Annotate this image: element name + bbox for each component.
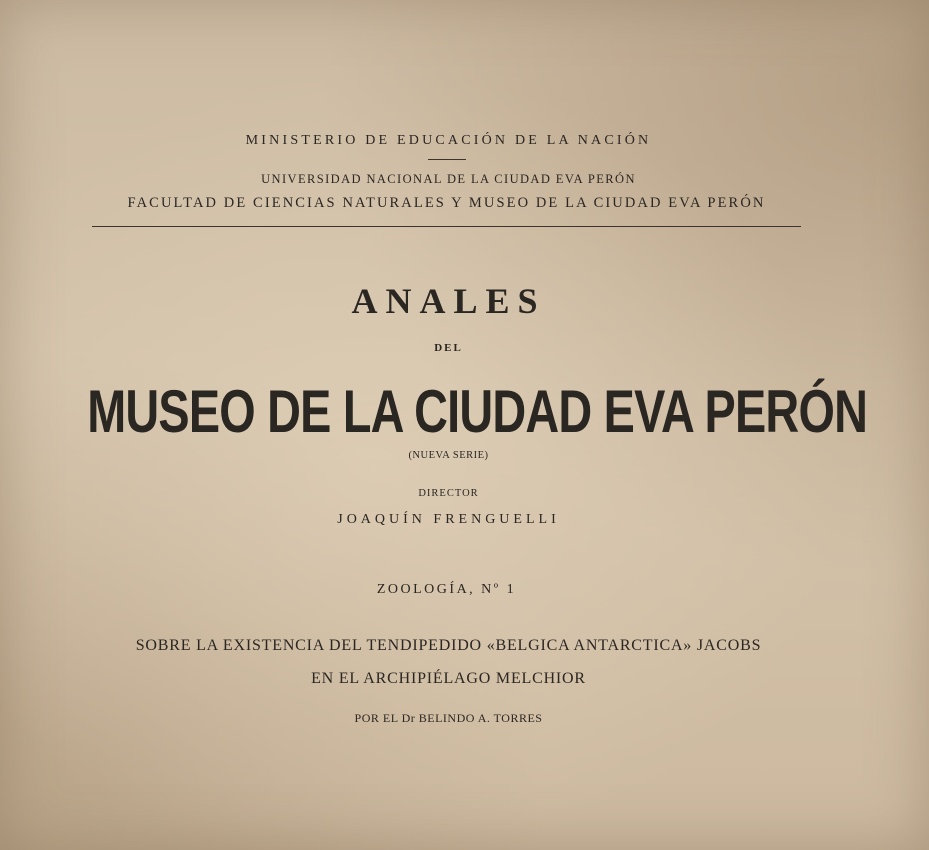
series-label: (NUEVA SERIE) bbox=[408, 450, 489, 461]
publication-title-connector: DEL bbox=[434, 342, 463, 354]
header-divider bbox=[92, 226, 801, 227]
short-divider bbox=[428, 159, 466, 160]
section-label: ZOOLOGÍA, Nº 1 bbox=[376, 582, 517, 597]
publication-title: ANALES bbox=[351, 281, 546, 321]
director-name: JOAQUÍN FRENGUELLI bbox=[337, 512, 560, 527]
article-author: POR EL Dr BELINDO A. TORRES bbox=[354, 711, 543, 725]
publication-main-title: MUSEO DE LA CIUDAD EVA PERÓN bbox=[87, 378, 868, 445]
article-title-line-1: SOBRE LA EXISTENCIA DEL TENDIPEDIDO «BELGICA ANTARCTICA» JACOBS bbox=[135, 637, 762, 654]
article-title-line-2: EN EL ARCHIPIÉLAGO MELCHIOR bbox=[311, 670, 586, 687]
ministry-heading: MINISTERIO DE EDUCACIÓN DE LA NACIÓN bbox=[245, 133, 652, 148]
director-label: DIRECTOR bbox=[418, 488, 479, 499]
university-heading: UNIVERSIDAD NACIONAL DE LA CIUDAD EVA PERÓN bbox=[261, 172, 636, 186]
faculty-heading: FACULTAD DE CIENCIAS NATURALES Y MUSEO DE LA CIUDAD EVA PERÓN bbox=[127, 195, 766, 211]
